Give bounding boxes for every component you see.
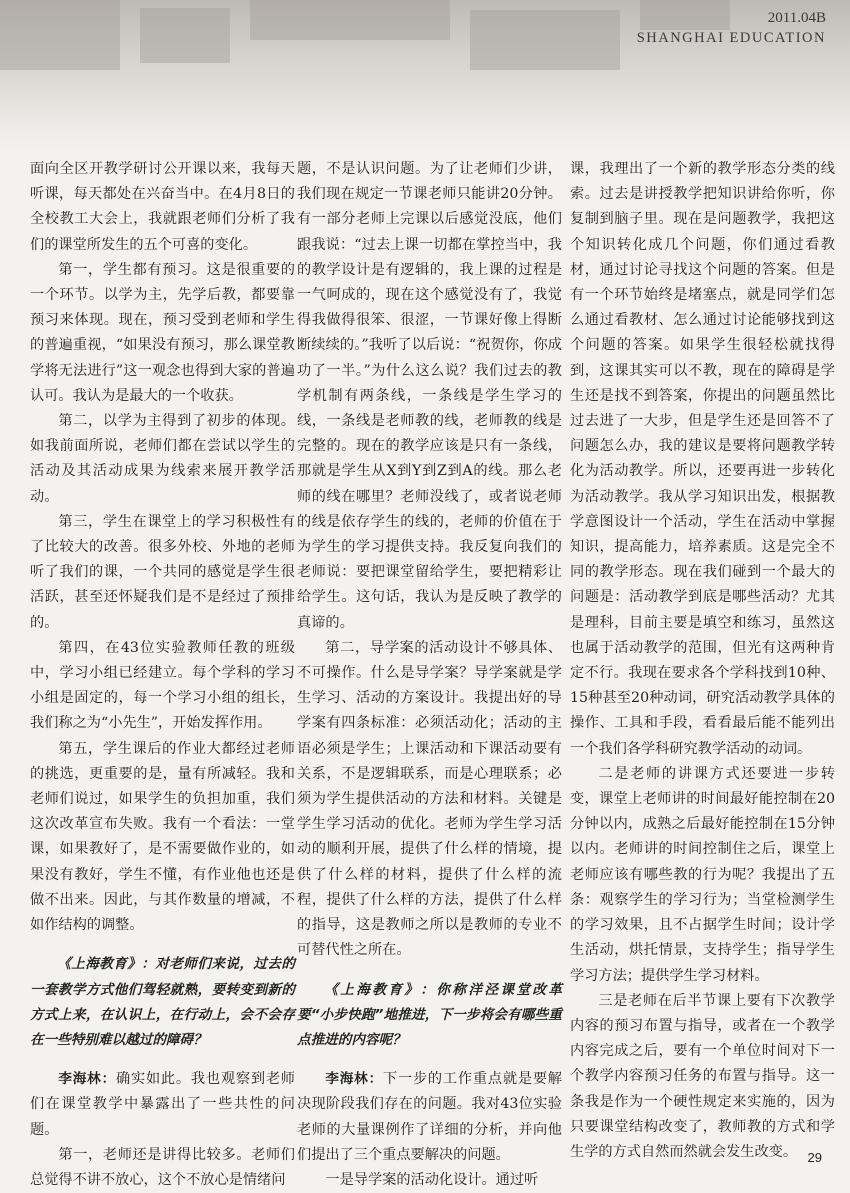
answer-text: 下一步的工作重点就是要解决现阶段我们存在的问题。我对43位实验老师的大量课例作了详细的分析，并向他们提出了三个重点要解决的问题。 [297,1071,562,1163]
paragraph: 第一，老师还是讲得比较多。老师们总觉得不讲不放心，这个不放心是情绪问 [30,1146,295,1188]
speaker-name: 李海林： [58,1071,116,1088]
paragraph: 题，不是认识问题。为了让老师们少讲，我们现在规定一节课老师只能讲20分钟。有一部分老师上完课以后感觉没底，他们跟我说：“过去上课一切都在掌控当中，我的教学设计是有逻辑的，我上课的过程是一气呵成的，现在这个感觉没有了，我觉得我做得很笨、很涩，一节课好像上得断断续续的。”我听了以后说：“祝贺你，你成功了一半。”为什么这么说？我们过去的教学机制有两条线，一条线是学生学习的线，一条线是老师教的线，老师教的线是完整的。现在的教学应该是只有一条线，那就是学生从X到Y到Z到A的线。那么老师的线在哪里？老师没线了，或者说老师的线是依存学生的线的，老师的价值在于为学生的学习提供支持。我反复向我们的老师说：要把课堂留给学生，要把精彩让给学生。这句话，我认为是反映了教学的真谛的。 [297,161,562,631]
page-number: 29 [807,1150,822,1165]
speaker-name: 李海林： [325,1071,383,1088]
paragraph: 三是老师在后半节课上要有下次教学内容的预习布置与指导，或者在一个教学内容完成之后，要有一个单位时间对下一个教学内容预习任务的布置与指导。这一条我是作为一个硬性规定来实施的，因为只要课堂结构改变了，教师教的方式和学生学的方式自然而然就会发生改变。 [570,992,835,1160]
paragraph: 课，我理出了一个新的教学形态分类的线索。过去是讲授教学把知识讲给你听，你复制到脑子里。现在是问题教学，我把这个知识转化成几个问题，你们通过看教材，通过讨论寻找这个问题的答案。但是有一个环节始终是堵塞点，就是同学们怎么通过看教材、怎么通过讨论能够找到这个问题的答案。如果学生很轻松就找得到，这课其实可以不教，现在的障碍是学生还是找不到答案，你提出的问题虽然比过去进了一大步，但是学生还是回答不了问题怎么办，我的建议是要将问题教学转化为活动教学。所以，还要再进一步转化为活动教学。我从学习知识出发，根据教学意图设计一个活动，学生在活动中掌握知识，提高能力，培养素质。这是完全不同的教学形态。现在我们碰到一个最大的问题是：活动教学到底是哪些活动？尤其是理科，目前主要是填空和练习，虽然这也属于活动教学的范围，但光有这两种肯定不行。我现在要求各个学科找到10种、15种甚至20种动词，研究活动教学具体的操作、工具和手段，看看最后能不能列出一个我们各学科研究教学活动的动词。 [570,161,835,757]
answer-text: 确实如此。我也观察到老师们在课堂教学中暴露出了一些共性的问题。 [30,1071,295,1138]
interview-question: 《上海教育》：对老师们来说，过去的一套教学方式他们驾轻就熟，要转变到新的方式上来，在认识上，在行动上，会不会存在一些特别难以越过的障碍？ [30,956,295,1048]
interview-answer [30,1067,295,1143]
interview-answer [297,1067,562,1168]
paragraph: 面向全区开教学研讨公开课以来，我每天听课，每天都处在兴奋当中。在4月8日的全校教工大会上，我就跟老师们分析了我们的课堂所发生的五个可喜的变化。 [30,161,295,253]
paragraph: 二是老师的讲课方式还要进一步转变，课堂上老师讲的时间最好能控制在20分钟以内，成熟之后最好能控制在15分钟以内。老师讲的时间控制住之后，课堂上老师应该有哪些教的行为呢？我提出了五条：观察学生的学习行为；当堂检测学生的学习效果，且不占据学生时间；设计学生活动，烘托情景，支持学生；指导学生学习方法；提供学生学习材料。 [570,765,835,984]
header-background-photo [0,0,850,150]
column-1 [30,157,295,1193]
interview-question: 《上海教育》：你称洋泾课堂改革要“小步快跑”地推进，下一步将会有哪些重点推进的内容呢？ [297,981,562,1048]
paragraph: 第五，学生课后的作业大都经过老师的挑选，更重要的是，量有所减轻。我和老师们说过，如果学生的负担加重，我们这次改革宣布失败。我有一个看法：一堂课，如果教好了，是不需要做作业的，如果没有教好，学生不懂，有作业他也还是做不出来。因此，与其作数量的增减，不如作结构的调整。 [30,740,295,934]
paragraph: 第二，导学案的活动设计不够具体、不可操作。什么是导学案？导学案就是学生学习、活动的方案设计。我提出好的导学案有四条标准：必须活动化；活动的主语必须是学生；上课活动和下课活动要有关系，不是逻辑联系，而是心理联系；必须为学生提供活动的方法和材料。关键是学生学习活动的优化。老师为学生学习活动的顺利开展，提供了什么样的情境，提供了什么样的材料，提供了什么样的流程，提供了什么样的方法，提供了什么样的指导，这是教师之所以是教师的专业不可替代性之所在。 [297,639,562,959]
magazine-title: SHANGHAI EDUCATION [636,30,826,46]
paragraph: 第四，在43位实验教师任教的班级中，学习小组已经建立。每个学科的学习小组是固定的，每一个学习小组的组长，我们称之为“小先生”，开始发挥作用。 [30,639,295,732]
paragraph: 一是导学案的活动化设计。通过听 [325,1171,539,1188]
column-2 [297,157,562,1193]
issue-label: 2011.04B [767,10,826,26]
column-3 [570,157,835,1165]
paragraph: 第二，以学为主得到了初步的体现。如我前面所说，老师们都在尝试以学生的活动及其活动成果为线索来展开教学活动。 [30,413,295,505]
paragraph: 第三，学生在课堂上的学习积极性有了比较大的改善。很多外校、外地的老师听了我们的课，一个共同的感觉是学生很活跃，甚至还怀疑我们是不是经过了预排的。 [30,513,295,631]
paragraph: 第一，学生都有预习。这是很重要的一个环节。以学为主，先学后教，都要靠预习来体现。现在，预习受到老师和学生的普遍重视，“如果没有预习，那么课堂教学将无法进行”这一观念也得到大家的普遍认可。我认为是最大的一个收获。 [30,261,295,404]
